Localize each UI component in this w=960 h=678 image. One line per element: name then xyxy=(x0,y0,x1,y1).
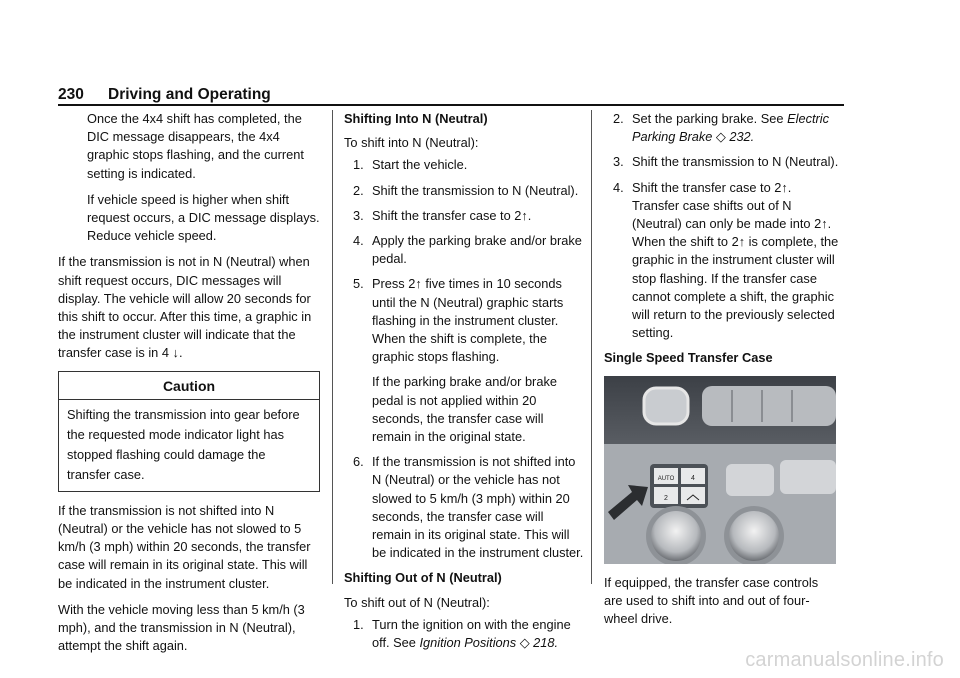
list-item xyxy=(604,153,840,171)
step-number: 3. xyxy=(613,154,624,170)
list-item xyxy=(344,232,584,268)
page-number: 230 xyxy=(58,86,84,103)
paragraph-retry: With the vehicle moving less than 5 km/h (3 mph), and the transmission in N (Neutral), attempt the shift again. xyxy=(58,601,305,654)
header-rule xyxy=(58,104,844,106)
step-number: 3. xyxy=(353,207,364,223)
paragraph-speed-high: If vehicle speed is higher when shift request occurs, a DIC message displays. Reduce vehicle speed. xyxy=(87,191,320,244)
step-number: 2. xyxy=(613,111,624,126)
steps-into-neutral xyxy=(344,156,584,562)
caution-body: Shifting the transmission into gear before the requested mode indicator light has stopped flashing could damage the transfer case. xyxy=(67,406,300,482)
column-1 xyxy=(58,110,320,663)
list-item xyxy=(344,156,584,174)
step-number: 6. xyxy=(353,454,364,470)
ignition-positions-link[interactable]: Ignition Positions xyxy=(419,635,517,651)
column-3 xyxy=(604,110,840,636)
auto-button-label: AUTO xyxy=(657,475,675,482)
caution-box xyxy=(58,371,320,492)
intro-shift-into: To shift into N (Neutral): xyxy=(344,135,479,151)
steps-shift-out-continued xyxy=(604,110,840,342)
step-number: 4. xyxy=(613,179,624,195)
step-number: 5. xyxy=(353,276,364,292)
step-text: Shift the transfer case to 2↑. xyxy=(372,207,532,223)
step-text: If the parking brake and/or brake pedal is not applied within 20 seconds, the transfer case will remain in the original state. xyxy=(372,374,557,445)
page-ref[interactable]: 218. xyxy=(533,635,559,651)
section-title: Driving and Operating xyxy=(108,86,271,103)
step-text: Shift the transmission to N (Neutral). xyxy=(372,182,579,198)
caution-title: Caution xyxy=(59,372,319,400)
ref-icon: ◇ xyxy=(712,129,730,145)
step-text: Shift the transfer case to 2↑. Transfer case shifts out of N (Neutral) can only be made into 2↑. When the shift to 2↑ is complete, the graphic in the instrument cluster will stop flashing. If the transfer case cannot complete a shift, the graphic will return to the previously selected setting. xyxy=(632,179,839,341)
heading-shift-out-neutral: Shifting Out of N (Neutral) xyxy=(344,570,502,586)
watermark: carmanualsonline.info xyxy=(745,649,944,671)
step-text: Set the parking brake. See xyxy=(632,111,788,126)
list-item xyxy=(604,179,840,343)
step-number: 4. xyxy=(353,233,364,249)
column-divider-2 xyxy=(591,110,592,584)
paragraph-not-shifted: If the transmission is not shifted into N (Neutral) or the vehicle has not slowed to 5 km/h (3 mph) within 20 seconds, the transfer case will remain in its original state. This will be indicated in the instrument cluster. xyxy=(58,502,311,591)
heading-single-speed: Single Speed Transfer Case xyxy=(604,350,773,366)
cross-ref-link[interactable]: Electric Parking Brake xyxy=(632,111,830,145)
column-2 xyxy=(344,110,584,659)
step-text: Shift the transmission to N (Neutral). xyxy=(632,154,839,170)
list-item xyxy=(344,373,584,446)
step-text: If the transmission is not shifted into N (Neutral) or the vehicle has not slowed to 5 km/h (3 mph) within 20 seconds, the transfer case will remain in its original state. This will be indicated in the instrument cluster. xyxy=(372,454,584,561)
list-item: 1. Turn the ignition on with the engine off. See Ignition Positions ◇ 218. xyxy=(353,616,571,651)
column-divider-1 xyxy=(332,110,333,584)
list-item xyxy=(344,275,584,366)
step-number: 1. xyxy=(353,157,364,173)
step-text: Apply the parking brake and/or brake pedal. xyxy=(372,233,582,267)
4-low-arrow-icon: ↓ xyxy=(172,345,179,361)
steps-out-neutral xyxy=(344,616,584,652)
paragraph-shift-complete: Once the 4x4 shift has completed, the DIC message disappears, the 4x4 graphic stops flashing, and the current setting is indicated. xyxy=(87,111,304,181)
transfer-case-photo-svg xyxy=(604,376,836,564)
list-item xyxy=(344,182,584,200)
transfer-case-controls-photo xyxy=(604,376,836,564)
page-ref[interactable]: 232. xyxy=(729,129,755,145)
heading-shift-into-neutral: Shifting Into N (Neutral) xyxy=(344,111,488,126)
4wd-button-label: 4 xyxy=(691,474,695,482)
figure-caption: If equipped, the transfer case controls are used to shift into and out of four-wheel drive. xyxy=(604,574,819,627)
paragraph-not-neutral: If the transmission is not in N (Neutral) when shift request occurs, DIC messages will display. The vehicle will allow 20 seconds for this shift to occur. After this time, a graphic in the instrument cluster will indicate that the transfer case is in 4 ↓. xyxy=(58,254,312,361)
2wd-button-label: 2 xyxy=(664,494,668,502)
step-text: Press 2↑ five times in 10 seconds until the N (Neutral) graphic starts flashing in the instrument cluster. When the shift is complete, the graphic stops flashing. xyxy=(372,276,564,365)
list-item xyxy=(604,110,840,146)
list-item xyxy=(344,207,584,225)
intro-shift-out: To shift out of N (Neutral): xyxy=(344,594,490,610)
list-item xyxy=(344,453,584,562)
step-text: Start the vehicle. xyxy=(372,157,468,173)
ref-icon: ◇ xyxy=(519,635,530,651)
step-number: 2. xyxy=(353,182,364,198)
